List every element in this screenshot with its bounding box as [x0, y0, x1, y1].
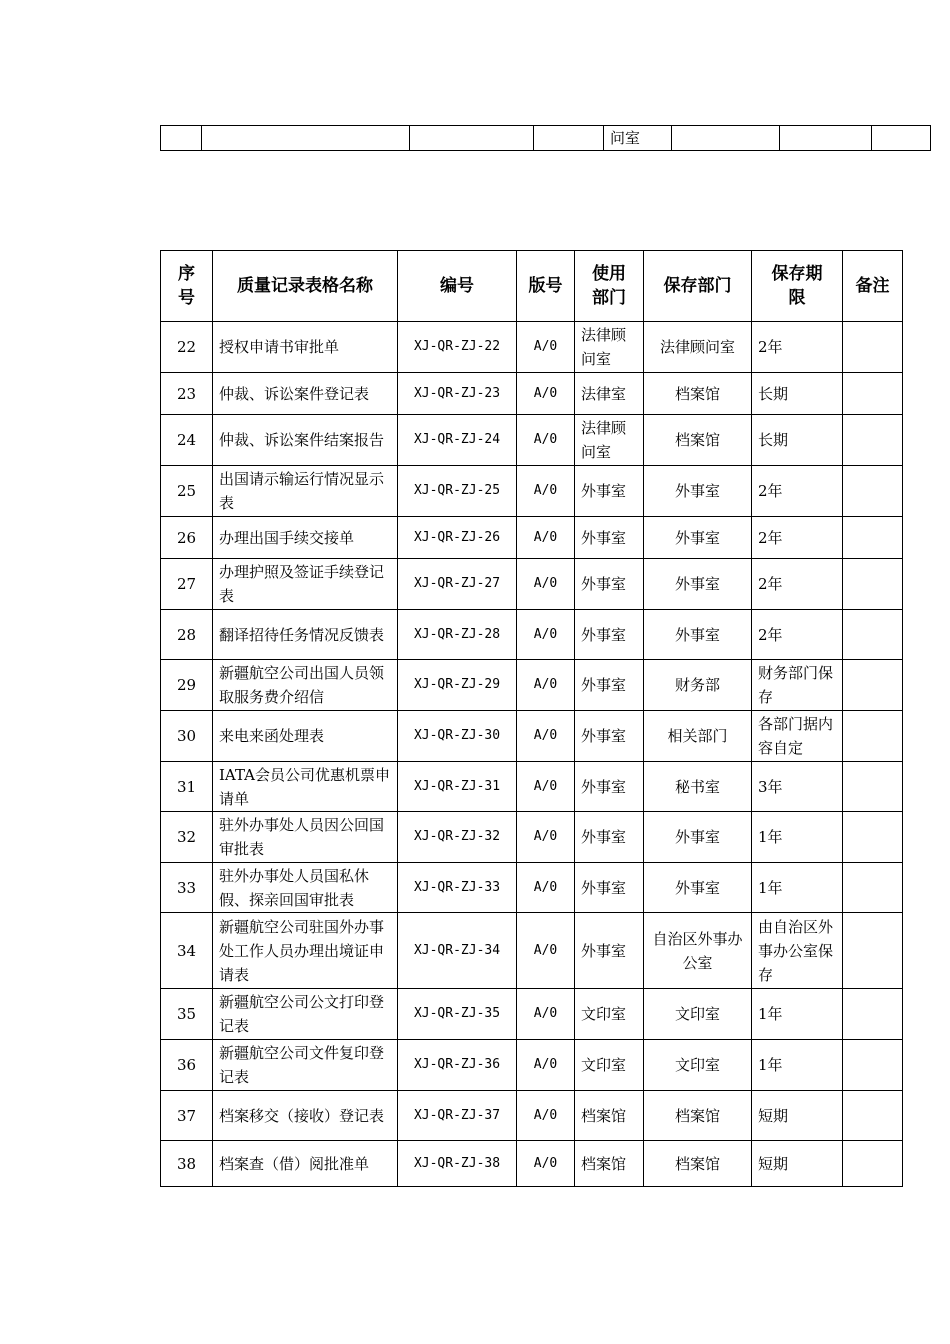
- continued-table-fragment: [160, 125, 931, 151]
- cell: [410, 126, 534, 151]
- cell-version: A/0: [517, 812, 575, 863]
- cell-period: 1年: [752, 812, 843, 863]
- cell-period: 短期: [752, 1091, 843, 1141]
- header-version: 版号: [517, 251, 575, 322]
- cell-keep: 文印室: [644, 1040, 752, 1091]
- cell-name: 来电来函处理表: [213, 711, 398, 762]
- cell-code: XJ-QR-ZJ-31: [398, 762, 517, 812]
- cell-dept: 外事室: [575, 517, 644, 559]
- cell-note: [843, 1040, 903, 1091]
- table-row: [161, 660, 903, 711]
- cell-no: 33: [161, 863, 213, 913]
- cell-keep: 相关部门: [644, 711, 752, 762]
- cell-period: 各部门据内容自定: [752, 711, 843, 762]
- cell-keep: 外事室: [644, 610, 752, 660]
- cell-code: XJ-QR-ZJ-33: [398, 863, 517, 913]
- cell-version: A/0: [517, 517, 575, 559]
- cell-no: 34: [161, 913, 213, 989]
- table-row: [161, 762, 903, 812]
- cell-keep: 财务部: [644, 660, 752, 711]
- cell-keep: 档案馆: [644, 1141, 752, 1187]
- cell-note: [843, 415, 903, 466]
- cell-note: [843, 660, 903, 711]
- cell-code: XJ-QR-ZJ-26: [398, 517, 517, 559]
- cell-name: 授权申请书审批单: [213, 322, 398, 373]
- cell-no: 35: [161, 989, 213, 1040]
- table-row: [161, 1141, 903, 1187]
- cell-note: [843, 322, 903, 373]
- cell-dept: 外事室: [575, 812, 644, 863]
- cell-name: IATA会员公司优惠机票申请单: [213, 762, 398, 812]
- cell-dept: 法律顾问室: [575, 415, 644, 466]
- cell-period: 2年: [752, 466, 843, 517]
- cell-code: XJ-QR-ZJ-23: [398, 373, 517, 415]
- cell-period: 3年: [752, 762, 843, 812]
- cell-version: A/0: [517, 863, 575, 913]
- cell-version: A/0: [517, 322, 575, 373]
- cell: [161, 126, 202, 151]
- cell-code: XJ-QR-ZJ-28: [398, 610, 517, 660]
- cell-keep: 外事室: [644, 517, 752, 559]
- cell-version: A/0: [517, 559, 575, 610]
- cell-dept: 外事室: [575, 913, 644, 989]
- cell-dept: 文印室: [575, 1040, 644, 1091]
- cell-code: XJ-QR-ZJ-30: [398, 711, 517, 762]
- cell-version: A/0: [517, 466, 575, 517]
- cell-note: [843, 559, 903, 610]
- cell-name: 新疆航空公司文件复印登记表: [213, 1040, 398, 1091]
- cell-no: 23: [161, 373, 213, 415]
- table-row: [161, 1040, 903, 1091]
- cell-period: 1年: [752, 989, 843, 1040]
- cell-version: A/0: [517, 373, 575, 415]
- cell-name: 新疆航空公司公文打印登记表: [213, 989, 398, 1040]
- header-dept: 使用部门: [575, 251, 644, 322]
- table-row: [161, 126, 931, 151]
- cell-dept: 文印室: [575, 989, 644, 1040]
- cell-note: [843, 1141, 903, 1187]
- table-row: [161, 373, 903, 415]
- cell-name: 出国请示输运行情况显示表: [213, 466, 398, 517]
- cell-period: 2年: [752, 559, 843, 610]
- cell-no: 26: [161, 517, 213, 559]
- cell-keep: 自治区外事办公室: [644, 913, 752, 989]
- cell-version: A/0: [517, 762, 575, 812]
- cell-keep: 外事室: [644, 863, 752, 913]
- cell-note: [843, 1091, 903, 1141]
- cell-version: A/0: [517, 1141, 575, 1187]
- cell-keep: 秘书室: [644, 762, 752, 812]
- cell-version: A/0: [517, 660, 575, 711]
- cell-name: 档案查（借）阅批准单: [213, 1141, 398, 1187]
- cell-name: 驻外办事处人员因公回国审批表: [213, 812, 398, 863]
- cell: [534, 126, 604, 151]
- cell-period: 财务部门保存: [752, 660, 843, 711]
- cell-dept: 外事室: [575, 610, 644, 660]
- cell-name: 驻外办事处人员国私休假、探亲回国审批表: [213, 863, 398, 913]
- header-period: 保存期限: [752, 251, 843, 322]
- cell-period: 2年: [752, 610, 843, 660]
- cell-no: 36: [161, 1040, 213, 1091]
- cell-version: A/0: [517, 711, 575, 762]
- cell-no: 37: [161, 1091, 213, 1141]
- cell-name: 仲裁、诉讼案件登记表: [213, 373, 398, 415]
- cell-code: XJ-QR-ZJ-34: [398, 913, 517, 989]
- header-code: 编号: [398, 251, 517, 322]
- cell-dept: 档案馆: [575, 1141, 644, 1187]
- cell: [202, 126, 410, 151]
- cell-no: 30: [161, 711, 213, 762]
- cell-note: [843, 762, 903, 812]
- header-no: 序号: [161, 251, 213, 322]
- cell-name: 档案移交（接收）登记表: [213, 1091, 398, 1141]
- cell-period: 长期: [752, 415, 843, 466]
- cell-name: 新疆航空公司驻国外办事处工作人员办理出境证申请表: [213, 913, 398, 989]
- cell-dept: 法律室: [575, 373, 644, 415]
- cell-no: 27: [161, 559, 213, 610]
- table-row: [161, 913, 903, 989]
- cell-no: 25: [161, 466, 213, 517]
- cell-period: 2年: [752, 322, 843, 373]
- header-row: [161, 251, 903, 322]
- table-row: [161, 989, 903, 1040]
- cell-code: XJ-QR-ZJ-25: [398, 466, 517, 517]
- cell-note: [843, 913, 903, 989]
- cell-code: XJ-QR-ZJ-32: [398, 812, 517, 863]
- cell-keep: 档案馆: [644, 415, 752, 466]
- cell-no: 38: [161, 1141, 213, 1187]
- cell-dept: 外事室: [575, 863, 644, 913]
- cell-no: 31: [161, 762, 213, 812]
- cell-dept: 外事室: [575, 660, 644, 711]
- cell-code: XJ-QR-ZJ-29: [398, 660, 517, 711]
- cell-note: [843, 812, 903, 863]
- table-row: [161, 415, 903, 466]
- cell-note: [843, 517, 903, 559]
- table-row: [161, 559, 903, 610]
- quality-records-table: [160, 250, 903, 1187]
- cell: [780, 126, 872, 151]
- cell-dept: 档案馆: [575, 1091, 644, 1141]
- table-row: [161, 711, 903, 762]
- cell-code: XJ-QR-ZJ-36: [398, 1040, 517, 1091]
- cell-code: XJ-QR-ZJ-35: [398, 989, 517, 1040]
- cell: [872, 126, 931, 151]
- cell-code: XJ-QR-ZJ-24: [398, 415, 517, 466]
- table-row: [161, 466, 903, 517]
- cell-version: A/0: [517, 1091, 575, 1141]
- header-note: 备注: [843, 251, 903, 322]
- cell-note: [843, 610, 903, 660]
- cell-note: [843, 711, 903, 762]
- cell-code: XJ-QR-ZJ-27: [398, 559, 517, 610]
- cell-keep: 档案馆: [644, 373, 752, 415]
- dept-tail-cell: 问室: [604, 126, 672, 151]
- cell-no: 29: [161, 660, 213, 711]
- cell-note: [843, 373, 903, 415]
- header-keep: 保存部门: [644, 251, 752, 322]
- cell-code: XJ-QR-ZJ-22: [398, 322, 517, 373]
- cell-version: A/0: [517, 610, 575, 660]
- table-row: [161, 1091, 903, 1141]
- cell-version: A/0: [517, 1040, 575, 1091]
- cell-dept: 外事室: [575, 711, 644, 762]
- cell-name: 办理出国手续交接单: [213, 517, 398, 559]
- cell-note: [843, 863, 903, 913]
- cell-keep: 档案馆: [644, 1091, 752, 1141]
- cell-dept: 法律顾问室: [575, 322, 644, 373]
- cell-period: 长期: [752, 373, 843, 415]
- cell-name: 办理护照及签证手续登记表: [213, 559, 398, 610]
- cell-keep: 法律顾问室: [644, 322, 752, 373]
- cell-note: [843, 989, 903, 1040]
- cell-keep: 外事室: [644, 812, 752, 863]
- cell-period: 1年: [752, 863, 843, 913]
- cell-keep: 外事室: [644, 559, 752, 610]
- cell-keep: 文印室: [644, 989, 752, 1040]
- header-name: 质量记录表格名称: [213, 251, 398, 322]
- cell-period: 短期: [752, 1141, 843, 1187]
- cell-no: 24: [161, 415, 213, 466]
- cell-period: 由自治区外事办公室保存: [752, 913, 843, 989]
- cell-name: 新疆航空公司出国人员领取服务费介绍信: [213, 660, 398, 711]
- cell-period: 1年: [752, 1040, 843, 1091]
- cell-version: A/0: [517, 989, 575, 1040]
- table-row: [161, 322, 903, 373]
- table-row: [161, 610, 903, 660]
- cell-note: [843, 466, 903, 517]
- cell-name: 翻译招待任务情况反馈表: [213, 610, 398, 660]
- cell-code: XJ-QR-ZJ-37: [398, 1091, 517, 1141]
- table-row: [161, 863, 903, 913]
- cell-name: 仲裁、诉讼案件结案报告: [213, 415, 398, 466]
- cell-version: A/0: [517, 415, 575, 466]
- cell-dept: 外事室: [575, 762, 644, 812]
- table-body: [161, 322, 903, 1187]
- cell: [672, 126, 780, 151]
- cell-no: 28: [161, 610, 213, 660]
- cell-keep: 外事室: [644, 466, 752, 517]
- cell-dept: 外事室: [575, 559, 644, 610]
- cell-dept: 外事室: [575, 466, 644, 517]
- cell-no: 22: [161, 322, 213, 373]
- cell-code: XJ-QR-ZJ-38: [398, 1141, 517, 1187]
- cell-no: 32: [161, 812, 213, 863]
- cell-version: A/0: [517, 913, 575, 989]
- table-row: [161, 812, 903, 863]
- table-row: [161, 517, 903, 559]
- cell-period: 2年: [752, 517, 843, 559]
